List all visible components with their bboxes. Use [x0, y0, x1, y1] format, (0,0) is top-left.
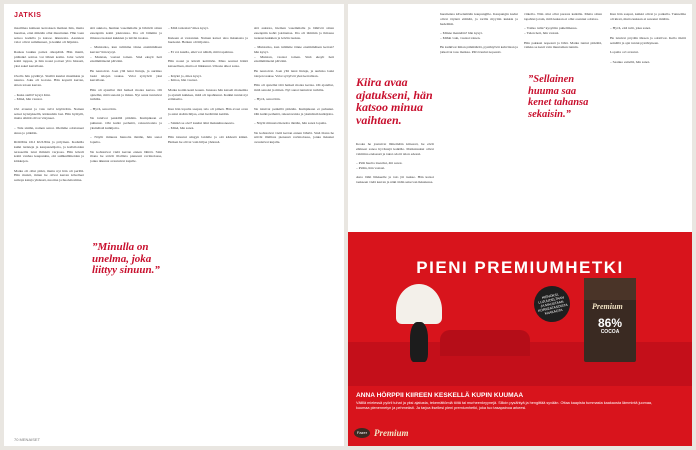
box-brand-label: Premium: [592, 302, 623, 311]
premium-brand-logo: Premium: [374, 428, 409, 438]
sofa-armrest-illustration: [440, 330, 530, 356]
fazer-logo: Fazer: [354, 428, 370, 438]
ad-footer: [354, 425, 686, 441]
right-column-4: Kun hän saapui, kaikki olivat jo paikalla. Tunnelma oli kireä, mutta kukaan ei sanonut mitään. – Hyvä, että tulit, joku sanoi. He istuivat pöydän ääreen ja odottivat. Kello tikitti seinällä ja ajat tuntui pysähtyneen. Lopulta ovi avautui. – Saanko esitellä, hän sanoi.: [610, 12, 686, 64]
article-column-2: sitä aukiota, hieman vasemmalle ja lähtivät sitten eteenpäin kohti jokirantaa. Ilta oli lämmin ja ilmassa tuoksui kukkien ja leivän tuoksu. – Muistatko, kun tulimme tänne ensimmäisen kerran? hän kysyi. – Muistan, vastasi toinen. Sinä eksyit heti ensimmäisenä päivänä. He nauroivat. Joen yllä lensi lintuja, ja aurinko laski talojen taakse. Valot syttyivät yksi kerrallaan. Hän oli ajatellut tätä hetkeä monta kertaa. Oli ajatellut, mitä sanoisi ja miten. Nyt sanat tuntuivat turhilta. – Hyvä, sanoi hän. Ne istuivat penkillä pitkään. Kumpikaan ei puhunut. Ohi kulki perheitä, rakastavaisia ja yksinäisiä kulkijoita. – Näytit minusta hienolta tänään, hän sanoi lopulta. Ne kohtasivat vielä kerran ennen lähtöä. Sinä iltana he söivät illallista pienessä ravintolassa, jonka ikkunat avautuivat kujalle.: [90, 26, 162, 163]
quality-seal-badge: HIENOKSI, LUJUUDELTAAN JA MAUSTAAN KORKEATASOISTA KAAKAOTA: [531, 283, 574, 326]
ad-caption-text: Välillä mielessä pyörii tuhat ja yksi ajatusta, tekemättömiä töitä tai murheenkryynejä. Silloin pysähtyä ja hengittää syvään. Ottaa kaapista tummasta kaakaosta lämmintä juomaa, kuumaa pienennetyn ja pehmeästi. Ja tarjoa itsellesi pieni premiumhetki, joka tuo tasapainoa arkeesi.: [356, 401, 653, 410]
left-page: [4, 4, 344, 446]
ad-caption: [356, 392, 684, 411]
page-folio: 70 MENAISET: [14, 437, 41, 442]
article-column-4: sitä aukiota, hieman vasemmalle ja lähtivät sitten eteenpäin kohti jokirantaa. Ilta oli lämmin ja ilmassa tuoksui kukkien ja leivän tuoksu. – Muistatko, kun tulimme tänne ensimmäisen kerran? hän kysyi. – Muistan, vastasi toinen. Sinä eksyit heti ensimmäisenä päivänä. He nauroivat. Joen yllä lensi lintuja, ja aurinko laski talojen taakse. Valot syttyivät yksi kerrallaan. Hän oli ajatellut tätä hetkeä monta kertaa. Oli ajatellut, mitä sanoisi ja miten. Nyt sanat tuntuivat turhilta. – Hyvä, sanoi hän. Ne istuivat penkillä pitkään. Kumpikaan ei puhunut. Ohi kulki perheitä, rakastavaisia ja yksinäisiä kulkijoita. – Näytit minusta hienolta tänään, hän sanoi lopulta. Ne kohtasivat vielä kerran ennen lähtöä. Sinä iltana he söivät illallista pienessä ravintolassa, jonka ikkunat avautuivat kujalle.: [254, 26, 334, 144]
article-column-3: – Mitä tarkoitat? mies kysyi. Kukaan ei vastannut. Nainen katsoi ulos ikkunasta ja huokaisi. Hetken oli hiljaista. – Ei voi kuulla, eikä voi nähdä, mitä tapahtuu. Hän nousi ja käveli keittiöön. Mies seurasi häntä katseellaan, mutta ei liikkunut. Ulkona alkoi sataa. – Käykö jo, mies kysyi. – Kiitos, hän vastasi. Matka kotiin kesti kauan. Junassa hän katseli maisemia ja ajatteli kaikkea, mitä oli tapahtunut. Kaikki tuntui nyt erilaiselta. Kun hän lopulta saapui, talo oli pimeä. Hän avasi oven ja astui sisään hiljaa, ettei herättäisi ketään. – Sinäkö se olet? kuului ääni makuuhuoneesta. – Minä, hän sanoi. Hän istuutui sängyn laidalle ja otti kädestä kiinni. Hetken he olivat vain hiljaa yhdessä.: [168, 26, 248, 144]
right-page: [348, 4, 692, 446]
cocoa-percentage: [589, 318, 631, 335]
cocoa-percent-label: COCOA: [600, 329, 620, 335]
lamp-base-illustration: [410, 322, 428, 362]
article-column-1: maailmaa kahteen kerroksen matkan hän, mutta huomaa, ettei mikään ollut muuttunut. Hän vaan seisoo kadulla ja katsoo ikkunoita. Asunnon valot olivat sammuneet, ja kaikki oli hiljaista. Raskas laukku painoi olkapäätä. Hän mietti, pitäisikö soittaa vai lähteä kotiin. Jalat veivät kohti rappua, ja hän nousi portaat ylös hitaasti, yksi askel kerrallaan. Ovella hän pysähtyi. Sisältä kuului musiikkia ja naurua. Joku oli kotona. Hän koputti kerran, sitten toisen kerran. – Kuka siellä? kysyi ääni. – Minä, hän vastasi. Ovi avautui ja valo tulvi käytävään. Nainen seisoi kynnyksellä, kädessään lasi. Hän hymyili, mutta silmät olivat väsyneet. – Tule sisään, nainen sanoi. Olemme odottaneet sinua jo pitkään. ROOMA OLI KUUMA ja pölyinen. Kaduilla kulki turisteja ja kaupustelijoita, ja kahviloiden terasseilla istui ihmisiä varjossa. Hän käveli kohti vanhaa kaupunkia, ohi suihkulähteiden ja kirkkojen. Matka oli ollut pitkä, mutta nyt hän oli perillä. Hän muisti, miten he olivat kerran kävelleet samoja katuja yhdessä, nuorina ja huolettomina.: [14, 26, 84, 182]
cocoa-percent-value: 86%: [597, 316, 623, 330]
cocoa-box-lid: [584, 278, 636, 300]
pull-quote-right-1: Kiira avaa ajatukseni, hän katsoo minua vaihtaen.: [356, 75, 433, 127]
right-column-3: viikolla. Niin olisi ollut parasta kaikille. Mutta sitten tapahtui jotain, mitä kukaan ei ollut osannut odottaa. – Voitko tulla? kysyttiin puhelimessa. – Tulen heti, hän vastasi. Hän pakkasi nopeasti ja lähti. Matka tuntui pitkältä, vaikka se kesti vain muutaman tunnin.: [524, 12, 602, 50]
lamp-shade-illustration: [396, 284, 442, 324]
pull-quote-left: ”Minulla on unelma, joka liittyy sinuun.”: [92, 241, 160, 276]
right-column-1: Koska he joutuivat lähtemään kiireesti, he eivät ehtineet sanoa hyvästejä kaikille. Matkalaukut olivat valmiina eteisessä ja taksi odotti talon edessä. – Pidä huolta itsestäsi, äiti sanoi. – Pidän, hän vastasi. Auto lähti liikkeelle ja talo jäi taakse. Hän katsoi taakseen vielä kerran ja näki äidin seisovan ikkunassa.: [356, 142, 434, 184]
pull-quote-right-2: ”Sellainen huuma saa kenet tahansa sekaisin.”: [528, 74, 589, 120]
ad-headline: PIENI PREMIUMHETKI: [416, 258, 624, 277]
right-column-2: huomenna kävelemään kaupungille. Kaupungin kadut olivat täynnä elämää, ja torilla myytiin kukkia ja hedelmiä. – Minne mennään? hän kysyi. – Mihin vain, vastasi toinen. He kulkivat ilman päämäärää, pysähtyivät kahvilaan ja jatkoivat taas matkaa. Päivä kului nopeasti.: [440, 12, 518, 54]
section-label: JATKIS: [14, 12, 42, 19]
premium-advertisement: [348, 232, 692, 446]
ad-caption-title: ANNA HÖRPPII KIIREEN KESKELLÄ KUPIN KUUMAA: [356, 392, 524, 399]
